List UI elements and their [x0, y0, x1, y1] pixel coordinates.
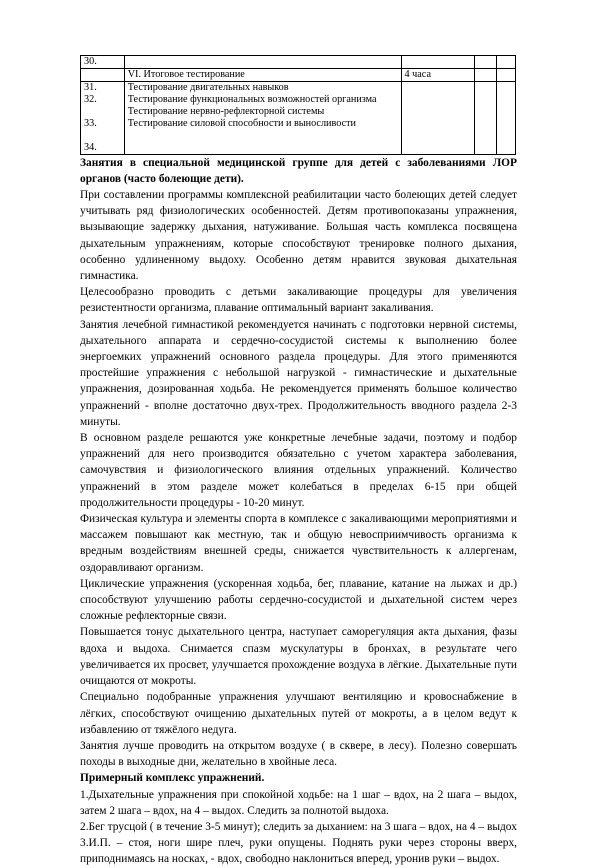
row-hours — [401, 56, 475, 69]
paragraph: Физическая культура и элементы спорта в комплексе с закаливающими мероприятиями и массажем повышают как местную, так и общую невосприимчивость организма к вредным воздействиям внешней среды, снижается чувствительность к аллергенам, оздоравливают организм. — [80, 513, 517, 574]
paragraph: При составлении программы комплексной реабилитации часто болеющих детей следует учитывать ряд физиологических особенностей. Детям противопоказаны упражнения, вызывающие задержку дыхания, натуживание. Большая часть комплекса посвящена дыхательным упражнениям, которые способствуют тренировке полного дыхания, особенно удлиненному выдоху. Особенно детям нравится звуковая дыхательная гимнастика. — [80, 189, 517, 283]
document-body — [80, 155, 517, 868]
section-heading: Занятия в специальной медицинской группе для детей с заболеваниями ЛОР органов (часто болеющие дети). — [80, 157, 517, 185]
table-row — [81, 56, 516, 69]
row-number: 31. 32. 33. 34. — [81, 82, 125, 155]
paragraph: Занятия лучше проводить на открытом воздухе ( в сквере, в лесу). Полезно совершать походы в выходные дни, желательно в хвойные леса. — [80, 739, 517, 769]
paragraph: В основном разделе решаются уже конкретные лечебные задачи, поэтому и подбор упражнений для него производится обязательно с учетом характера заболевания, самочувствия и физиологического влияния отдельных упражнений. Количество упражнений в этом разделе может колебаться в пределах 6-15 при общей продолжительности процедуры - 10-20 минут. — [80, 432, 517, 509]
row-hours: 4 часа — [401, 69, 475, 82]
exercise-item: 1.Дыхательные упражнения при спокойной ходьбе: на 1 шаг – вдох, на 2 шага – выдох, затем 2 шага – вдох, на 4 – выдох. Следить за полнотой выдоха. — [80, 788, 517, 817]
plan-table — [80, 55, 516, 155]
paragraph: Целесообразно проводить с детьми закаливающие процедуры для увеличения резистентности организма, плавание оптимальный вариант закаливания. — [80, 286, 517, 315]
document-page — [80, 55, 517, 868]
complex-heading: Примерный комплекс упражнений. — [80, 772, 265, 785]
table-row — [81, 82, 516, 155]
paragraph: Повышается тонус дыхательного центра, наступает саморегуляция акта дыхания, фазы вдоха и выдоха. Снимается спазм мускулатуры в бронхах, в результате чего увеличивается их просвет, улучшается прохождение воздуха в лёгкие. Дыхательные пути очищаются от мокроты. — [80, 626, 517, 688]
paragraph: Специально подобранные упражнения улучшают вентиляцию и кровоснабжение в лёгких, способствуют очищению дыхательных путей от мокроты, а в целом ведут к избавлению от тяжёлого недуга. — [80, 691, 517, 736]
row-number — [81, 69, 125, 82]
row-topic — [124, 56, 401, 69]
row-topic: VI. Итоговое тестирование — [124, 69, 401, 82]
paragraph: Циклические упражнения (ускоренная ходьба, бег, плавание, катание на лыжах и др.) способствуют улучшению работы сердечно-сосудистой и дыхательной систем через сложные рефлекторные связи. — [80, 577, 517, 623]
paragraph: Занятия лечебной гимнастикой рекомендуется начинать с подготовки нервной системы, дыхательного аппарата и сердечно-сосудистой системы к выполнению более энергоемких упражнений основного раздела процедуры. Для этого применяются простейшие упражнения с небольшой нагрузкой - гимнастические и дыхательные упражнения, дозированная ходьба. Не рекомендуется применять большое количество упражнений - вполне достаточно двух-трех. Продолжительность вводного раздела 2-3 минуты. — [80, 318, 517, 428]
exercise-item: 2.Бег трусцой ( в течение 3-5 минут); следить за дыханием: на 3 шага – вдох, на 4 – выдох — [80, 820, 517, 833]
row-topic: Тестирование двигательных навыков Тестирование функциональных возможностей организма Тестирование нервно-рефлекторной системы Тестирование силовой способности и выносливости — [124, 82, 401, 155]
row-number: 30. — [81, 56, 125, 69]
exercise-item: 3.И.П. – стоя, ноги шире плеч, руки опущены. Поднять руки через стороны вверх, приподнимаясь на носках, - вдох, свободно наклониться вперед, уронив руки – выдох. — [80, 837, 517, 866]
table-row — [81, 69, 516, 82]
